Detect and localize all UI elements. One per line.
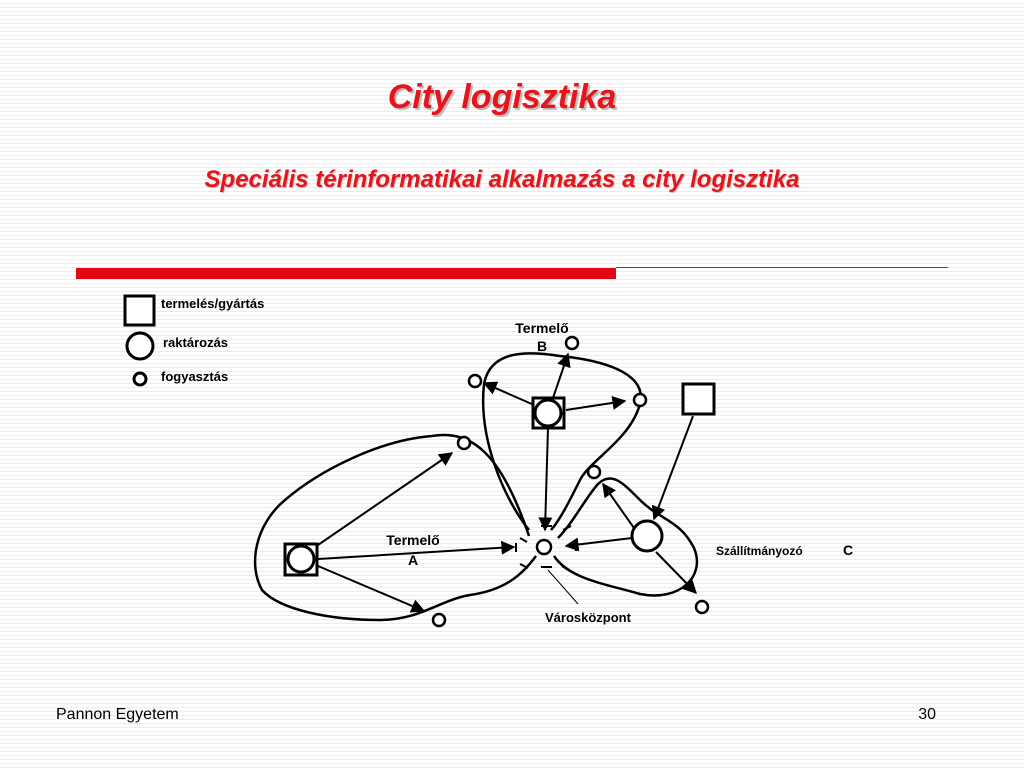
page-title: City logisztika [387, 78, 617, 116]
arrow-b-to-center [545, 428, 548, 530]
legend-consumption-circle [134, 373, 146, 385]
region-producer-a [255, 435, 536, 620]
footer-page-number: 30 [918, 706, 936, 723]
consumer-a-upper [458, 437, 470, 449]
arrow-c-to-lower [656, 552, 696, 593]
producer-a-letter: A [407, 552, 419, 568]
consumer-a-lower [433, 614, 445, 626]
arrow-b-to-top [553, 354, 568, 398]
arrow-square-c-to-storage [654, 416, 693, 519]
arrow-a-to-lower [318, 566, 424, 611]
producer-b-label: Termelő [515, 320, 569, 336]
legend-production-label: termelés/gyártás [161, 296, 265, 311]
consumer-b-top [566, 337, 578, 349]
consumer-b-left [469, 375, 481, 387]
producer-b-storage [535, 400, 561, 426]
consumer-b-right [634, 394, 646, 406]
region-supplier-c [554, 478, 697, 595]
arrow-b-to-right [566, 401, 625, 410]
supplier-c-storage [632, 521, 662, 551]
consumer-c-upper [588, 466, 600, 478]
legend-production-square [125, 296, 154, 325]
supplier-production-square [683, 384, 714, 414]
legend-storage-circle [127, 333, 153, 359]
legend-storage-label: raktározás [163, 335, 229, 350]
producer-a-storage [288, 546, 314, 572]
city-center-pointer [548, 570, 578, 604]
supplier-label: Szállítmányozó [716, 544, 803, 558]
footer-organization: Pannon Egyetem [56, 706, 179, 723]
producer-b-letter: B [536, 338, 548, 354]
supplier-letter: C [843, 542, 854, 558]
city-center-point [537, 540, 551, 554]
producer-a-label: Termelő [386, 532, 440, 548]
legend-consumption-label: fogyasztás [161, 369, 229, 384]
page-subtitle: Speciális térinformatikai alkalmazás a city logisztika [204, 166, 800, 193]
arrow-b-to-left [484, 383, 534, 405]
city-center-label: Városközpont [545, 610, 631, 625]
consumer-c-lower [696, 601, 708, 613]
